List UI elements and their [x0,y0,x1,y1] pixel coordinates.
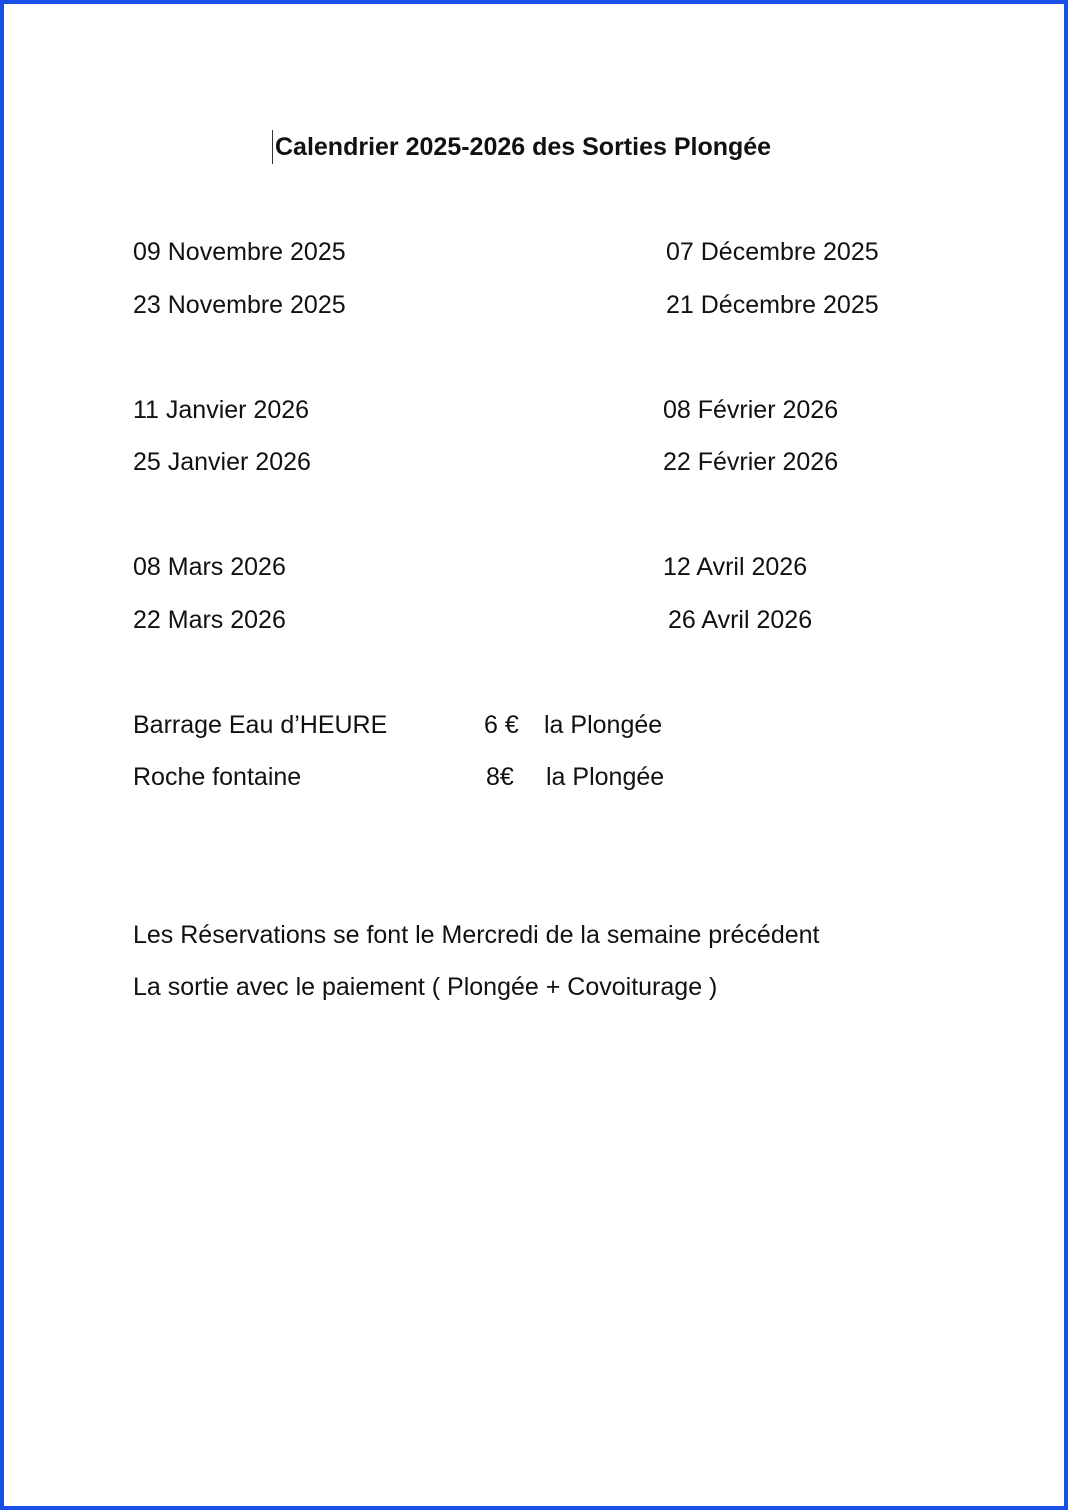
date-left-4: 25 Janvier 2026 [133,448,311,476]
price-place-2: Roche fontaine [133,763,302,791]
date-right-2: 21 Décembre 2025 [666,291,879,319]
date-left-6: 22 Mars 2026 [133,606,286,634]
date-left-2: 23 Novembre 2025 [133,291,346,319]
date-left-3: 11 Janvier 2026 [133,396,310,424]
date-right-3: 08 Février 2026 [663,396,839,424]
date-right-6: 26 Avril 2026 [668,606,813,634]
date-right-5: 12 Avril 2026 [663,553,808,581]
date-left-1: 09 Novembre 2025 [133,238,346,266]
price-amount-2: 8€ [486,763,514,791]
price-unit-1: la Plongée [544,711,663,739]
price-unit-2: la Plongée [546,763,665,791]
page-title: Calendrier 2025-2026 des Sorties Plongée [272,130,771,164]
date-right-1: 07 Décembre 2025 [666,238,879,266]
price-place-1: Barrage Eau d’HEURE [133,711,388,739]
note-payment: La sortie avec le paiement ( Plongée + Covoiturage ) [133,973,718,1001]
price-amount-1: 6 € [484,711,519,739]
date-left-5: 08 Mars 2026 [133,553,286,581]
date-right-4: 22 Février 2026 [663,448,839,476]
note-reservation: Les Réservations se font le Mercredi de la semaine précédent [133,921,820,949]
